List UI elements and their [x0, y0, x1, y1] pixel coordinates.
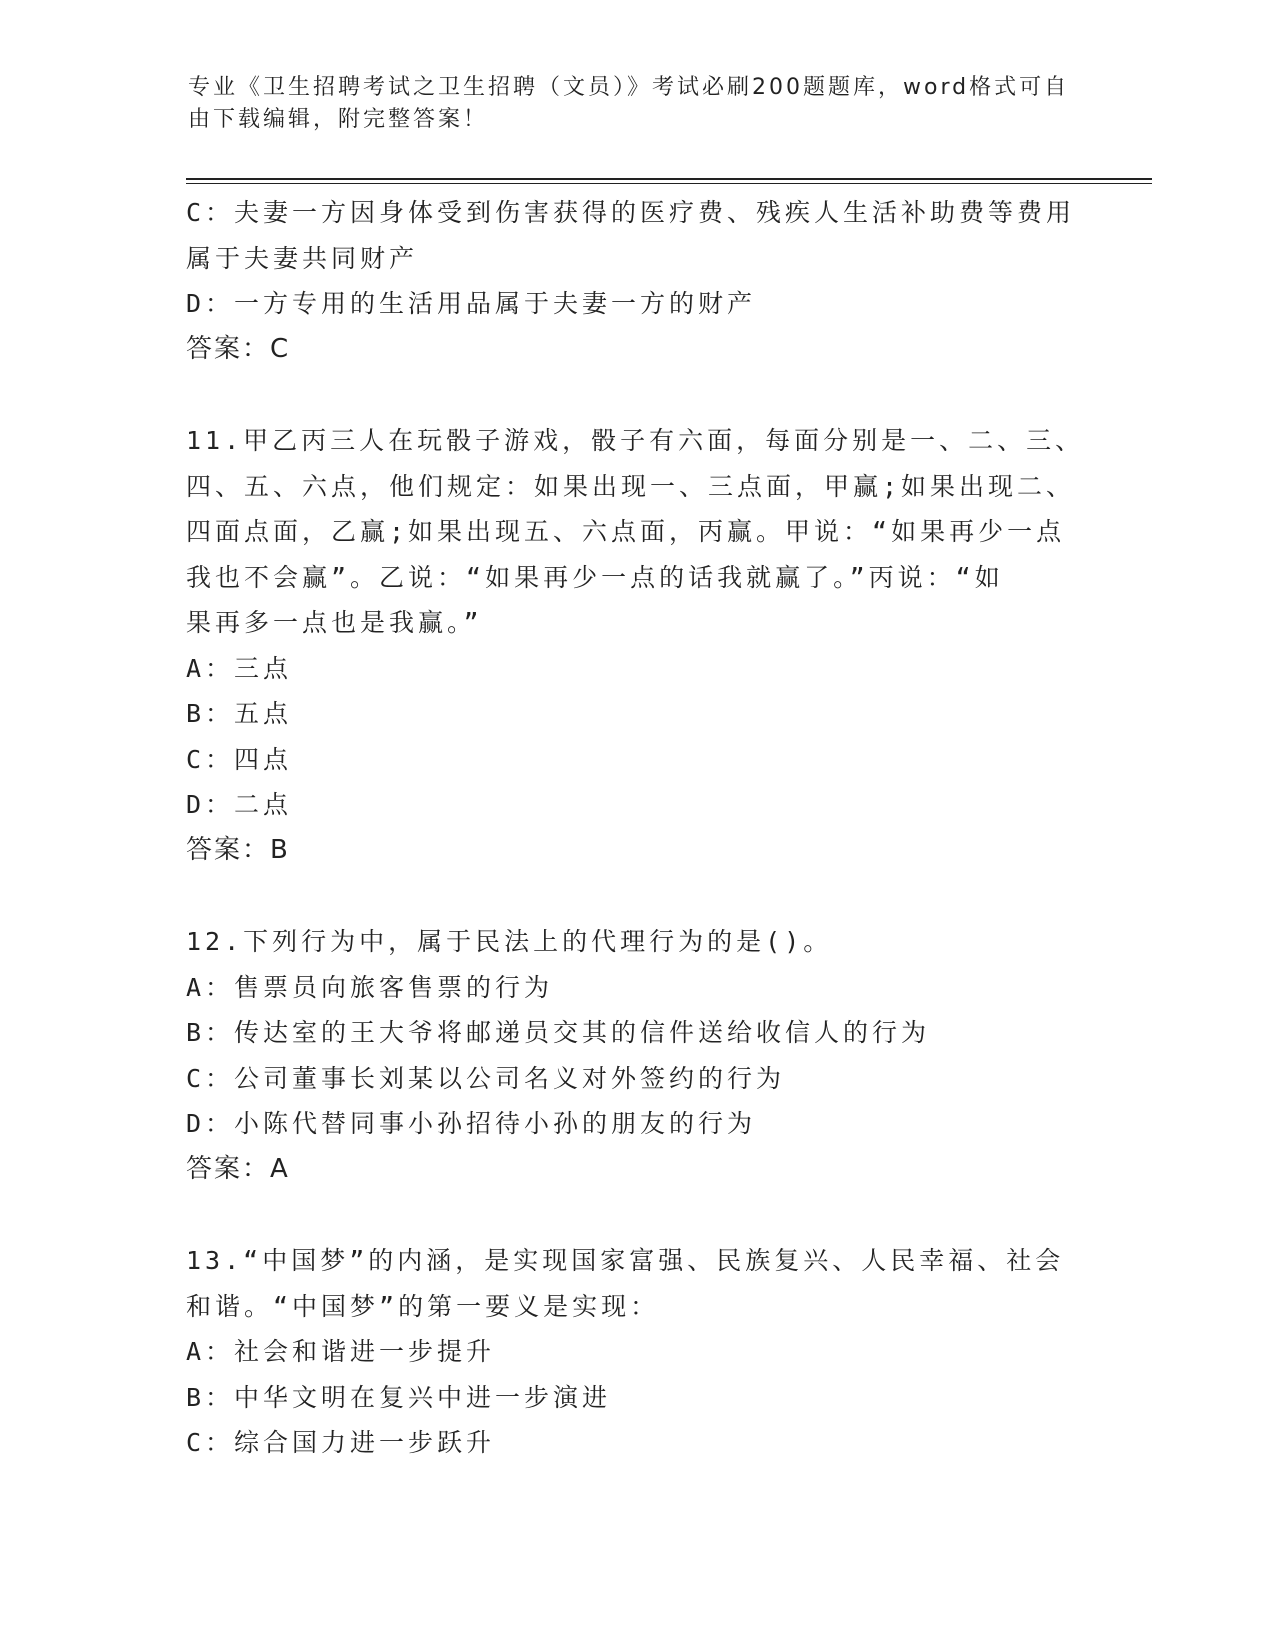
question-stem: 和谐。“中国梦”的第一要义是实现： — [186, 1291, 660, 1321]
option-c: C：四点 — [186, 744, 293, 774]
option-c-continued: 属于夫妻共同财产 — [186, 243, 419, 273]
answer-line: 答案：B — [186, 834, 290, 865]
question-13 — [186, 1238, 1086, 1466]
option-b: B：五点 — [186, 699, 293, 728]
question-stem: 果再多一点也是我赢。” — [186, 608, 483, 637]
option-a: A：三点 — [186, 653, 293, 683]
spacer — [186, 1192, 1086, 1238]
spacer — [186, 873, 1086, 919]
option-d: D：一方专用的生活用品属于夫妻一方的财产 — [186, 289, 757, 318]
option-c: C：公司董事长刘某以公司名义对外签约的行为 — [186, 1063, 786, 1093]
question-11 — [186, 418, 1086, 873]
document-body — [186, 190, 1086, 1466]
option-b: B：中华文明在复兴中进一步演进 — [186, 1382, 612, 1412]
option-d: D：二点 — [186, 790, 293, 819]
question-stem: 四、五、六点，他们规定：如果出现一、三点面，甲赢;如果出现二、 — [186, 471, 1076, 501]
question-stem: 11.甲乙丙三人在玩骰子游戏，骰子有六面，每面分别是一、二、三、 — [186, 426, 1085, 455]
answer-line: 答案：C — [186, 333, 291, 364]
header-line-2: 由下载编辑，附完整答案！ — [188, 107, 489, 132]
option-c: C：综合国力进一步跃升 — [186, 1428, 496, 1457]
option-a: A：社会和谐进一步提升 — [186, 1337, 496, 1366]
question-12 — [186, 919, 1086, 1192]
question-stem: 我也不会赢”。乙说：“如果再少一点的话我就赢了。”丙说：“如 — [186, 562, 1004, 592]
header-divider-thin — [186, 183, 1152, 184]
question-stem: 四面点面，乙赢;如果出现五、六点面，丙赢。甲说：“如果再少一点 — [186, 517, 1066, 546]
header-line-1: 专业《卫生招聘考试之卫生招聘（文员）》考试必刷200题题库，word格式可自 — [188, 75, 1070, 100]
spacer — [186, 372, 1086, 418]
option-b: B：传达室的王大爷将邮递员交其的信件送给收信人的行为 — [186, 1018, 931, 1047]
option-d: D：小陈代替同事小孙招待小孙的朋友的行为 — [186, 1109, 757, 1138]
option-c: C：夫妻一方因身体受到伤害获得的医疗费、残疾人生活补助费等费用 — [186, 198, 1076, 227]
option-a: A：售票员向旅客售票的行为 — [186, 972, 554, 1002]
answer-line: 答案：A — [186, 1153, 290, 1184]
page-header — [188, 72, 1088, 136]
question-10-continuation — [186, 190, 1086, 372]
question-stem: 13.“中国梦”的内涵，是实现国家富强、民族复兴、人民幸福、社会 — [186, 1246, 1065, 1275]
header-divider-thick — [186, 178, 1152, 180]
question-stem: 12.下列行为中，属于民法上的代理行为的是()。 — [186, 927, 833, 956]
